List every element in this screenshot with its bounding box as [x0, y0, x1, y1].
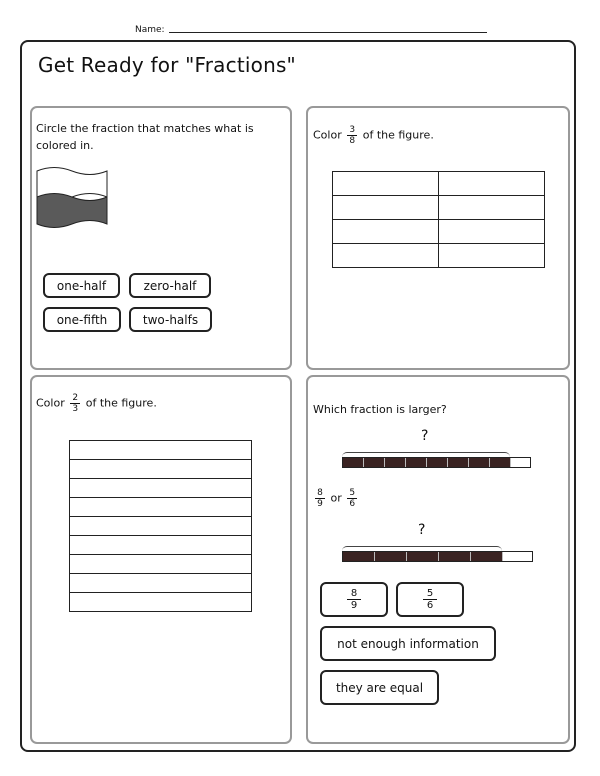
compare-a-den: 9 [317, 499, 323, 509]
grid-row[interactable] [70, 479, 252, 498]
compare-b-den: 6 [349, 499, 356, 509]
grid-row[interactable] [70, 536, 252, 555]
q2-prompt-before: Color [313, 128, 342, 142]
q2-frac-den: 8 [349, 136, 356, 146]
name-line [135, 25, 487, 35]
grid-cell[interactable] [439, 196, 545, 220]
compare-frac-b [347, 488, 357, 509]
choice-a-den: 9 [350, 600, 358, 611]
grid-cell[interactable] [333, 172, 439, 196]
grid-row[interactable] [70, 593, 252, 612]
grid-row[interactable] [70, 517, 252, 536]
fraction-tape-sixths [342, 551, 533, 562]
q4-choice-eight-ninths[interactable] [320, 582, 388, 617]
q3-prompt-after: of the figure. [85, 396, 157, 410]
q4-comparison [313, 488, 359, 509]
q1-choice-one-fifth[interactable]: one-fifth [43, 307, 121, 332]
grid-row[interactable] [70, 498, 252, 517]
q4-prompt: Which fraction is larger? [313, 403, 447, 416]
q3-frac-num: 2 [72, 393, 79, 403]
q4-choice-not-enough-info[interactable]: not enough information [320, 626, 496, 661]
compare-a-num: 8 [317, 488, 323, 498]
q2-prompt-after: of the figure. [362, 128, 434, 142]
choice-b-num: 5 [426, 588, 434, 599]
choice-b-den: 6 [426, 600, 434, 611]
choice-b-fraction [423, 588, 437, 611]
q4-choice-they-are-equal[interactable]: they are equal [320, 670, 439, 705]
name-label: Name: [135, 25, 165, 35]
tape2-question-mark: ? [418, 522, 426, 538]
choice-a-num: 8 [350, 588, 358, 599]
name-field[interactable] [169, 32, 487, 33]
q2-fraction [347, 125, 357, 146]
q1-choice-two-halfs[interactable]: two-halfs [129, 307, 212, 332]
grid-cell[interactable] [333, 244, 439, 268]
q1-choice-one-half[interactable]: one-half [43, 273, 120, 298]
grid-row[interactable] [70, 574, 252, 593]
compare-frac-a [315, 488, 325, 509]
grid-row[interactable] [70, 555, 252, 574]
grid-cell[interactable] [333, 220, 439, 244]
grid-cell[interactable] [439, 244, 545, 268]
compare-or: or [330, 491, 342, 505]
q3-fraction [70, 393, 80, 414]
q3-grid [69, 440, 252, 612]
grid-row[interactable] [70, 441, 252, 460]
q2-prompt [313, 125, 434, 146]
q1-prompt: Circle the fraction that matches what is colored in. [36, 122, 254, 152]
compare-b-num: 5 [349, 488, 356, 498]
fraction-tape-ninths [342, 457, 531, 468]
tape1-question-mark: ? [421, 428, 429, 444]
q1-choice-zero-half[interactable]: zero-half [129, 273, 211, 298]
grid-cell[interactable] [439, 220, 545, 244]
grid-cell[interactable] [333, 196, 439, 220]
flag-figure [36, 166, 108, 228]
q3-frac-den: 3 [72, 404, 79, 414]
choice-a-fraction [347, 588, 361, 611]
q2-grid [332, 171, 545, 268]
grid-cell[interactable] [439, 172, 545, 196]
page-title: Get Ready for "Fractions" [38, 53, 296, 77]
q3-prompt [36, 393, 157, 414]
grid-row[interactable] [70, 460, 252, 479]
q3-prompt-before: Color [36, 396, 65, 410]
q4-choice-five-sixths[interactable] [396, 582, 464, 617]
q2-frac-num: 3 [349, 125, 356, 135]
flag-bottom-half [37, 194, 107, 228]
